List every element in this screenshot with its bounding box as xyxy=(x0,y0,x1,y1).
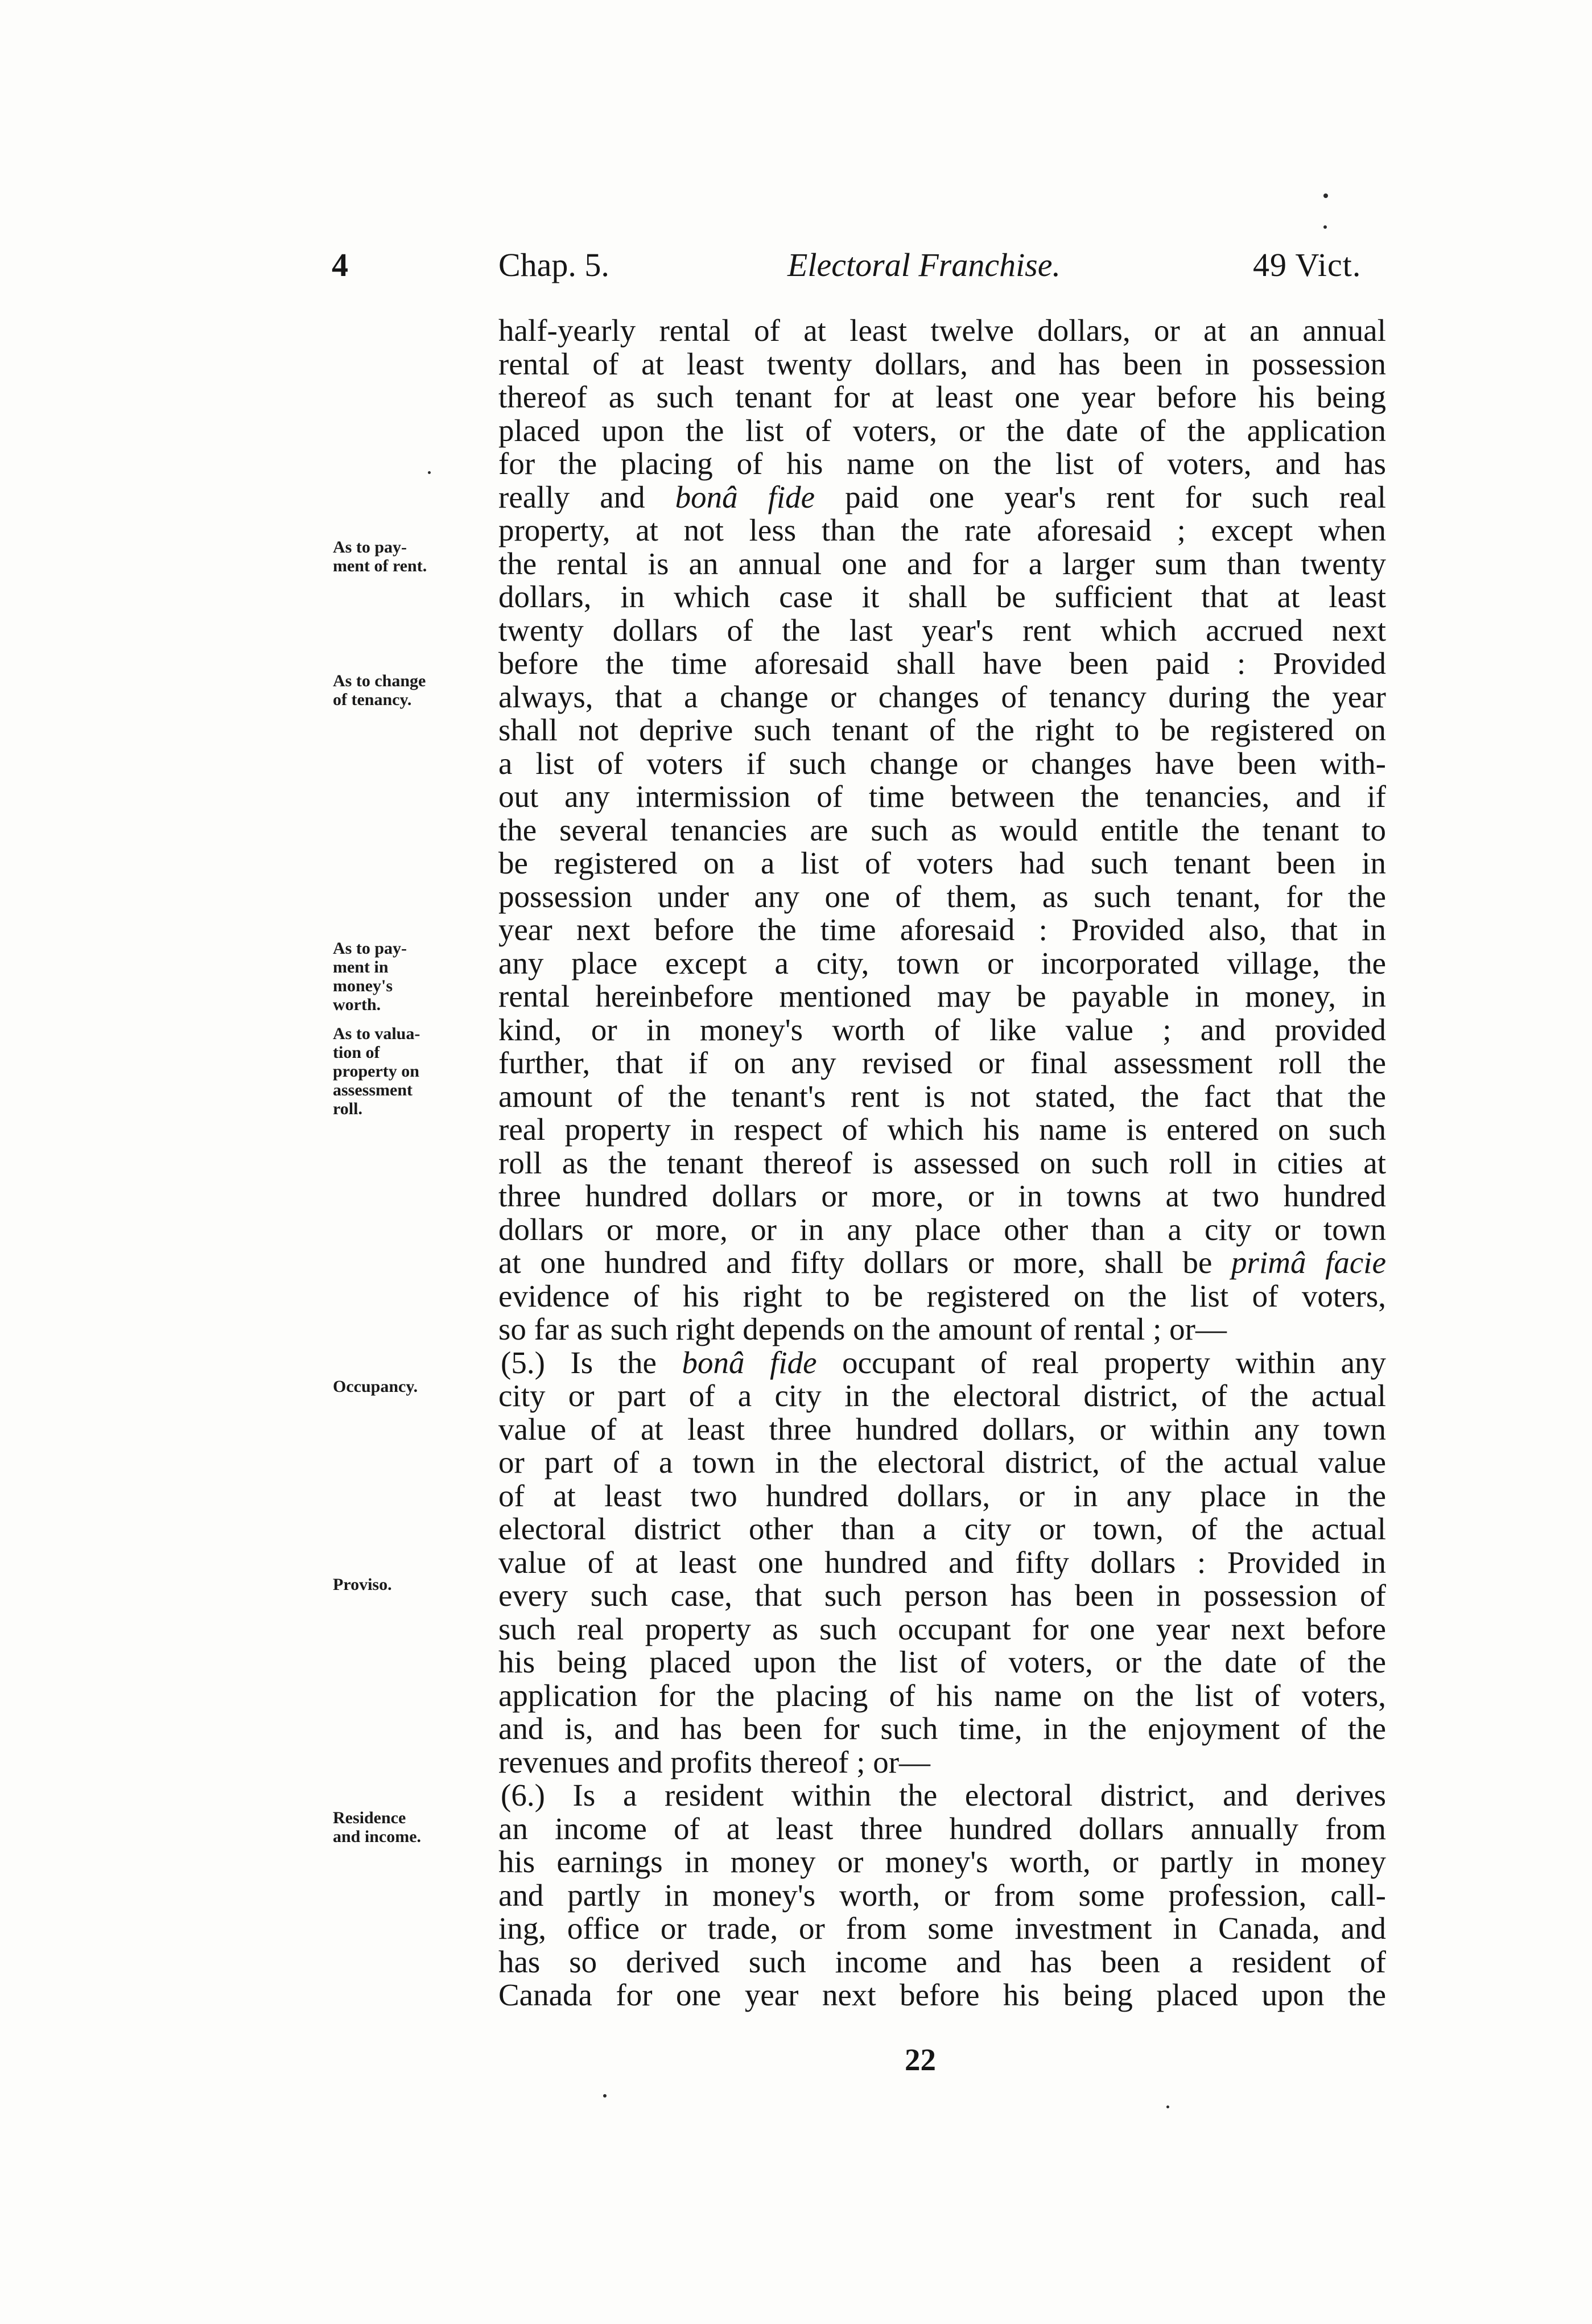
text-line: and partly in money's worth, or from some profession, call- xyxy=(498,1877,1386,1913)
text-line: ing, office or trade, or from some investment in Canada, and xyxy=(498,1911,1386,1946)
margin-note-residence-income: Residence and income. xyxy=(333,1808,422,1846)
text-line: of at least two hundred dollars, or in any place in the xyxy=(498,1478,1386,1513)
text-line: real property in respect of which his name is entered on such xyxy=(498,1112,1386,1147)
text-line: his being placed upon the list of voters, or the date of the xyxy=(498,1645,1386,1679)
text-line: (6.) Is a resident within the electoral district, and derives xyxy=(501,1778,1386,1812)
text-line: the several tenancies are such as would entitle the tenant to xyxy=(498,812,1386,847)
text-line: placed upon the list of voters, or the date of the application xyxy=(498,413,1386,448)
text-line: out any intermission of time between the tenancies, and if xyxy=(498,779,1386,814)
text-line: shall not deprive such tenant of the right to be registered on xyxy=(498,712,1386,747)
text-line: really and bonâ fide paid one year's rent for such real xyxy=(498,479,1386,514)
text-line: be registered on a list of voters had such tenant been in xyxy=(498,846,1386,880)
folio-number: 22 xyxy=(905,2042,936,2077)
running-title: Electoral Franchise. xyxy=(787,246,1061,283)
text-line: value of at least one hundred and fifty dollars : Provided in xyxy=(498,1544,1386,1580)
text-line: possession under any one of them, as such tenant, for the xyxy=(498,879,1386,914)
text-line: property, at not less than the rate aforesaid ; except when xyxy=(498,513,1386,547)
text-line: amount of the tenant's rent is not stated, the fact that the xyxy=(498,1078,1386,1114)
text-line: at one hundred and fifty dollars or more, shall be primâ facie xyxy=(498,1245,1386,1280)
speck-mark xyxy=(1323,225,1327,229)
text-line: always, that a change or changes of tenancy during the year xyxy=(498,679,1386,714)
text-line: evidence of his right to be registered on the list of voters, xyxy=(498,1278,1386,1313)
speck-mark xyxy=(603,2094,607,2098)
chapter-label: Chap. 5. xyxy=(498,246,609,283)
text-line: value of at least three hundred dollars, or within any town xyxy=(498,1411,1386,1447)
text-line: before the time aforesaid shall have been paid : Provided xyxy=(498,646,1386,681)
margin-note-change-of-tenancy: As to change of tenancy. xyxy=(333,671,426,709)
text-line: has so derived such income and has been a resident of xyxy=(498,1944,1386,1979)
speck-mark xyxy=(1323,193,1328,198)
text-line: the rental is an annual one and for a larger sum than twenty xyxy=(498,546,1386,581)
session-label: 49 Vict. xyxy=(1253,246,1362,283)
text-line: revenues and profits thereof ; or— xyxy=(498,1744,931,1779)
text-line: for the placing of his name on the list of voters, and has xyxy=(498,446,1386,481)
margin-note-occupancy: Occupancy. xyxy=(333,1377,418,1396)
text-line: such real property as such occupant for one year next before xyxy=(498,1611,1386,1646)
text-line: so far as such right depends on the amount of rental ; or— xyxy=(498,1312,1227,1346)
margin-note-moneys-worth: As to pay- ment in money's worth. xyxy=(333,939,407,1014)
text-line: rental of at least twenty dollars, and has been in possession xyxy=(498,346,1386,381)
text-line: a list of voters if such change or changes have been with- xyxy=(498,745,1386,781)
text-line: dollars or more, or in any place other than a city or town xyxy=(498,1212,1386,1247)
text-line: or part of a town in the electoral district, of the actual value xyxy=(498,1445,1386,1480)
text-line: electoral district other than a city or town, of the actual xyxy=(498,1511,1386,1546)
text-line: his earnings in money or money's worth, or partly in money xyxy=(498,1844,1386,1879)
statute-text xyxy=(498,314,1386,2012)
text-line: an income of at least three hundred dollars annually from xyxy=(498,1811,1386,1846)
speck-mark xyxy=(428,471,431,474)
margin-note-proviso: Proviso. xyxy=(333,1575,392,1594)
text-line: further, that if on any revised or final assessment roll the xyxy=(498,1045,1386,1080)
margin-note-assessment-roll: As to valua- tion of property on assessment roll. xyxy=(333,1024,420,1118)
margin-note-payment-of-rent: As to pay- ment of rent. xyxy=(333,538,427,575)
text-line: roll as the tenant thereof is assessed on such roll in cities at xyxy=(498,1145,1386,1180)
text-line: (5.) Is the bonâ fide occupant of real property within any xyxy=(501,1345,1386,1380)
running-header xyxy=(0,246,1592,291)
text-line: any place except a city, town or incorporated village, the xyxy=(498,945,1386,980)
text-line: half-yearly rental of at least twelve dollars, or at an annual xyxy=(498,313,1386,348)
text-line: kind, or in money's worth of like value ; and provided xyxy=(498,1012,1386,1047)
text-line: rental hereinbefore mentioned may be payable in money, in xyxy=(498,979,1386,1013)
page-number: 4 xyxy=(332,246,348,283)
text-line: year next before the time aforesaid : Provided also, that in xyxy=(498,912,1386,947)
text-line: three hundred dollars or more, or in towns at two hundred xyxy=(498,1179,1386,1213)
text-line: application for the placing of his name on the list of voters, xyxy=(498,1678,1386,1713)
text-line: thereof as such tenant for at least one year before his being xyxy=(498,380,1386,414)
text-line: Canada for one year next before his being placed upon the xyxy=(498,1977,1386,2012)
text-line: and is, and has been for such time, in the enjoyment of the xyxy=(498,1711,1386,1746)
speck-mark xyxy=(1166,2105,1169,2108)
text-line: twenty dollars of the last year's rent which accrued next xyxy=(498,612,1386,648)
text-line: dollars, in which case it shall be sufficient that at least xyxy=(498,579,1386,614)
text-line: city or part of a city in the electoral district, of the actual xyxy=(498,1378,1386,1413)
text-line: every such case, that such person has been in possession of xyxy=(498,1578,1386,1613)
